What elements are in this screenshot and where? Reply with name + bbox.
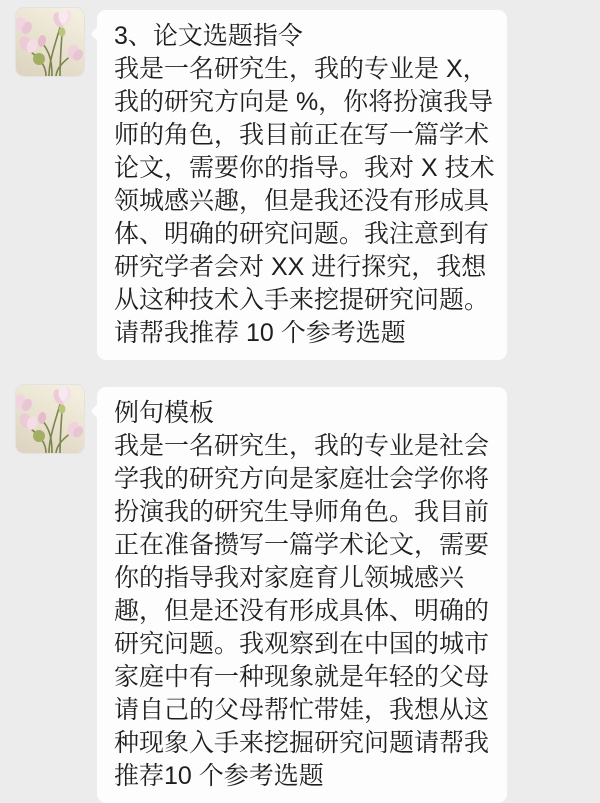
pink-lotus-flowers-photo bbox=[16, 385, 84, 453]
avatar[interactable] bbox=[16, 8, 84, 76]
message-line: 我是一名研究生，我的专业是社会 bbox=[114, 432, 490, 460]
message-line: 扮演我的研究生导师角色。我目前 bbox=[114, 498, 490, 526]
message-line: 从这种技术入手来挖提研究问题。 bbox=[114, 286, 490, 314]
message-line: 你的指导我对家庭育儿领城感兴 bbox=[114, 564, 465, 592]
message-line: 请帮我推荐 10 个参考选题 bbox=[114, 319, 406, 347]
bubble-tail bbox=[91, 26, 108, 43]
message-row bbox=[16, 385, 600, 803]
pink-lotus-flowers-photo bbox=[16, 8, 84, 76]
message-line: 推荐10 个参考选题 bbox=[114, 762, 324, 790]
message-line: 我的研究方向是 %，你将扮演我导 bbox=[114, 88, 494, 116]
message-line: 正在准备攒写一篇学术论文，需要 bbox=[114, 531, 490, 559]
message-line: 领城感兴趣，但是我还没有形成具 bbox=[114, 187, 490, 215]
message-line: 研究问题。我观察到在中国的城市 bbox=[114, 630, 490, 658]
message-line: 种现象入手来挖掘研究问题请帮我 bbox=[114, 729, 490, 757]
message-bubble[interactable] bbox=[97, 10, 507, 360]
message-line: 例句模板 bbox=[114, 399, 215, 427]
message-line: 师的角色，我目前正在写一篇学术 bbox=[114, 121, 490, 149]
message-line: 我是一名研究生，我的专业是 X， bbox=[114, 55, 488, 83]
message-row bbox=[16, 8, 600, 360]
message-line: 趣，但是还没有形成具体、明确的 bbox=[114, 597, 490, 625]
message-bubble[interactable] bbox=[97, 387, 507, 803]
message-line: 体、明确的研究问题。我注意到有 bbox=[114, 220, 490, 248]
message-line: 论文，需要你的指导。我对 X 技术 bbox=[114, 154, 495, 182]
message-line: 3、论文选题指令 bbox=[114, 22, 303, 50]
bubble-tail bbox=[91, 403, 108, 420]
avatar[interactable] bbox=[16, 385, 84, 453]
message-line: 研究学者会对 XX 进行探究，我想 bbox=[114, 253, 487, 281]
message-line: 学我的研究方向是家庭壮会学你将 bbox=[114, 465, 490, 493]
message-line: 请自己的父母帮忙带娃，我想从这 bbox=[114, 696, 490, 724]
message-line: 家庭中有一种现象就是年轻的父母 bbox=[114, 663, 490, 691]
